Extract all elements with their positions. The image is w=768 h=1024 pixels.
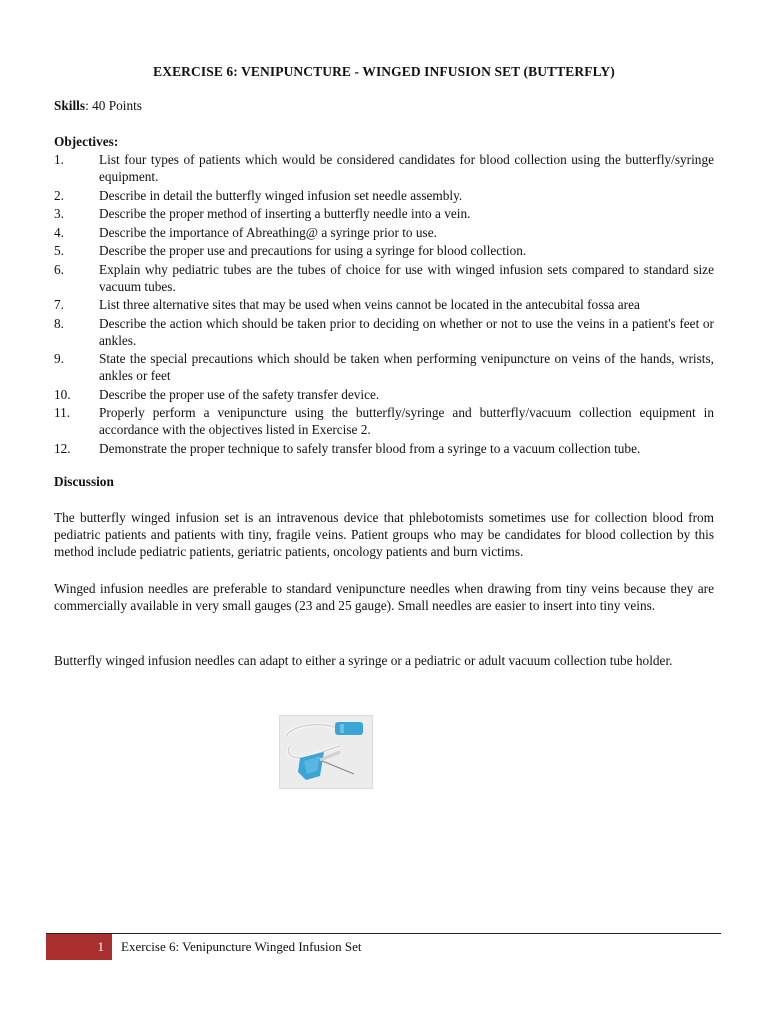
document-page: [54, 0, 714, 1024]
objective-number: 7.: [54, 297, 64, 312]
objective-number: 5.: [54, 243, 64, 258]
objective-number: 12.: [54, 440, 71, 456]
objective-text: Properly perform a venipuncture using the butterfly/syringe and butterfly/vacuum collection equipment in accordance with the objectives listed in Exercise 2.: [99, 405, 714, 437]
objective-item: [54, 386, 714, 403]
objective-number: 9.: [54, 351, 64, 366]
objective-number: 4.: [54, 224, 64, 240]
skills-line: [54, 97, 142, 114]
objective-number: 6.: [54, 261, 64, 277]
skills-label: Skills: [54, 98, 86, 113]
footer-divider: [46, 933, 721, 934]
objective-number: 2.: [54, 187, 64, 203]
objective-number: 11.: [54, 405, 71, 420]
objectives-list: [54, 151, 714, 458]
page-title: EXERCISE 6: VENIPUNCTURE - WINGED INFUSION SET (BUTTERFLY): [153, 64, 615, 79]
objective-number: 8.: [54, 315, 64, 331]
objective-text: Demonstrate the proper technique to safely transfer blood from a syringe to a vacuum collection tube.: [99, 440, 641, 456]
objective-text: Describe the action which should be taken prior to deciding on whether or not to use the veins in a patient's feet or ankles.: [99, 315, 714, 348]
objective-number: 3.: [54, 206, 64, 221]
objective-item: [54, 315, 714, 349]
objective-item: [54, 224, 714, 241]
objective-text: Describe the proper use and precautions for using a syringe for blood collection.: [99, 243, 527, 258]
discussion-paragraph: Winged infusion needles are preferable to standard venipuncture needles when drawing from tiny veins because they are commercially available in very small gauges (23 and 25 gauge). Small needles are easier to insert into tiny veins.: [54, 581, 714, 613]
objective-item: [54, 350, 714, 384]
footer-title: Exercise 6: Venipuncture Winged Infusion Set: [121, 939, 362, 954]
butterfly-needle-icon: [280, 716, 372, 788]
objective-item: [54, 440, 714, 457]
butterfly-needle-image: [279, 715, 373, 789]
objective-item: [54, 242, 714, 259]
objective-item: [54, 205, 714, 222]
objective-number: 1.: [54, 152, 64, 167]
objective-text: Describe in detail the butterfly winged infusion set needle assembly.: [99, 187, 463, 203]
objective-item: [54, 404, 714, 438]
discussion-paragraph: Butterfly winged infusion needles can adapt to either a syringe or a pediatric or adult vacuum collection tube holder.: [54, 653, 673, 668]
skills-value: : 40 Points: [85, 98, 142, 113]
objective-number: 10.: [54, 386, 71, 402]
objectives-heading: Objectives:: [54, 134, 119, 149]
discussion-heading: Discussion: [54, 474, 114, 489]
objective-item: [54, 261, 714, 295]
objective-text: State the special precautions which should be taken when performing venipuncture on veins of the hands, wrists, ankles or feet: [99, 351, 714, 383]
footer-page-number: 1: [97, 939, 104, 954]
objective-text: Describe the proper use of the safety transfer device.: [99, 386, 380, 402]
objective-item: [54, 296, 714, 313]
objective-text: Explain why pediatric tubes are the tubes of choice for use with winged infusion sets compared to standard size vacuum tubes.: [99, 261, 714, 294]
objective-text: Describe the proper method of inserting a butterfly needle into a vein.: [99, 206, 471, 221]
objective-text: Describe the importance of Abreathing@ a syringe prior to use.: [99, 224, 437, 240]
objective-item: [54, 187, 714, 204]
objective-text: List four types of patients which would be considered candidates for blood collection using the butterfly/syringe equipment.: [99, 152, 714, 184]
objective-text: List three alternative sites that may be used when veins cannot be located in the antecubital fossa area: [99, 297, 640, 312]
objective-item: [54, 151, 714, 185]
discussion-paragraph: The butterfly winged infusion set is an intravenous device that phlebotomists sometimes use for collection blood from pediatric patients and patients with tiny, fragile veins. Patient groups who may be candidates for blood collection by this method include pediatric patients, geriatric patients, oncology patients and burn victims.: [54, 510, 714, 559]
